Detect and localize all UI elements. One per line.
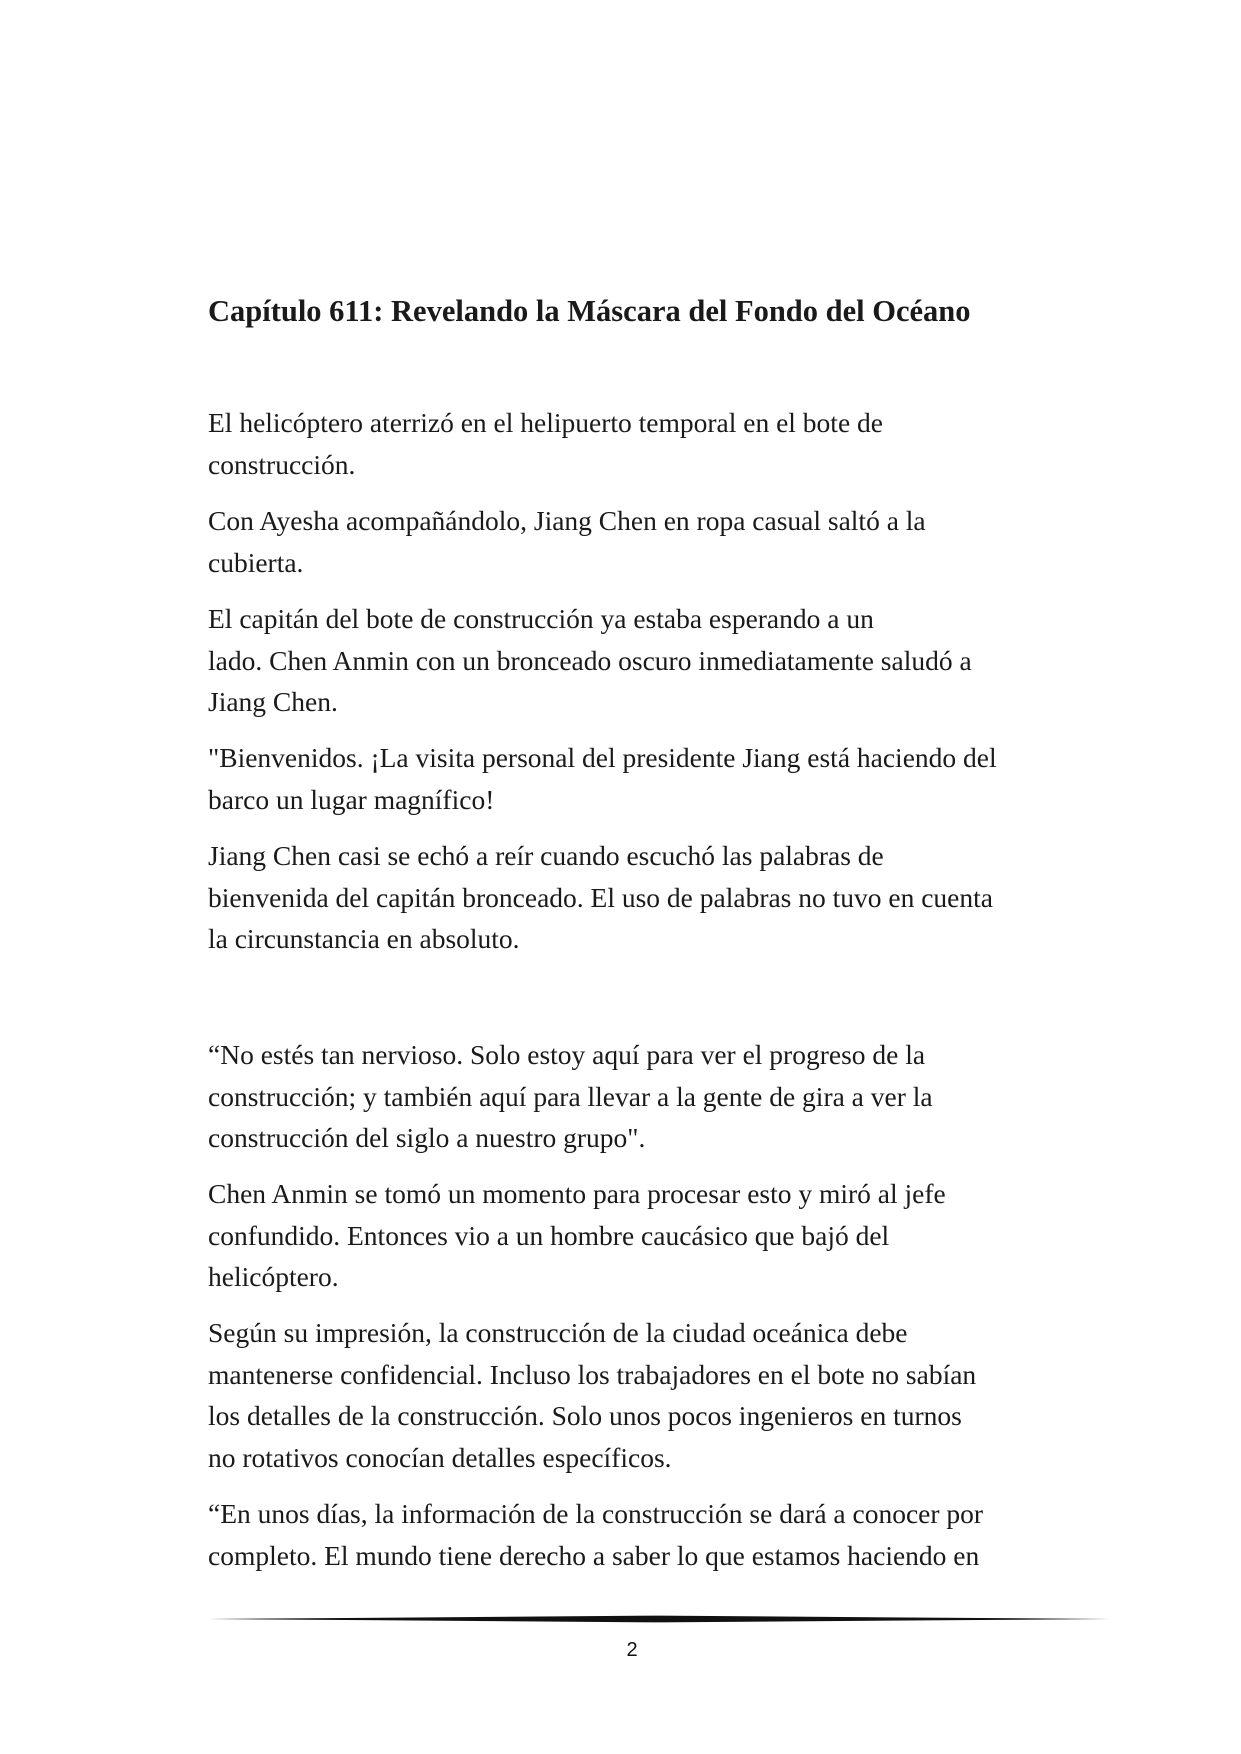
text-line: bienvenida del capitán bronceado. El uso de palabras no tuvo en cuenta [208,881,993,913]
text-line: completo. El mundo tiene derecho a saber lo que estamos haciendo en [208,1539,980,1571]
paragraph-8 [208,1312,1088,1478]
text-line: Jiang Chen casi se echó a reír cuando escuchó las palabras de [208,840,884,871]
paragraph-5 [208,835,1088,960]
paragraph-3 [208,598,1088,723]
text-line: lado. Chen Anmin con un bronceado oscuro inmediatamente saludó a [208,644,972,676]
text-line: "Bienvenidos. ¡La visita personal del presidente Jiang está haciendo del [208,742,997,773]
text-line: confundido. Entonces vio a un hombre caucásico que bajó del [208,1219,890,1251]
text-line: los detalles de la construcción. Solo unos pocos ingenieros en turnos [208,1400,962,1431]
paragraph-7 [208,1173,1088,1298]
footer-divider [208,1612,1110,1626]
text-line: El helicóptero aterrizó en el helipuerto temporal en el bote de [208,407,883,438]
paragraph-9 [208,1493,1088,1576]
text-line: mantenerse confidencial. Incluso los trabajadores en el bote no sabían [208,1358,977,1390]
paragraph-2 [208,500,1088,583]
paragraph-4 [208,737,1088,820]
text-line: “No estés tan nervioso. Solo estoy aquí para ver el progreso de la [208,1039,926,1070]
paragraph-6 [208,1034,1088,1159]
text-line: Según su impresión, la construcción de la ciudad oceánica debe [208,1317,908,1348]
text-line: barco un lugar magnífico! [208,783,495,815]
text-line: construcción; y también aquí para llevar a la gente de gira a ver la [208,1080,933,1112]
text-line: construcción. [208,448,356,480]
page-number: 2 [626,1639,638,1661]
text-line: construcción del siglo a nuestro grupo". [208,1122,646,1153]
text-line: Con Ayesha acompañándolo, Jiang Chen en ropa casual saltó a la [208,505,926,536]
text-line: Chen Anmin se tomó un momento para procesar esto y miró al jefe [208,1178,946,1209]
text-line: “En unos días, la información de la construcción se dará a conocer por [208,1498,984,1529]
text-line: no rotativos conocían detalles específicos. [208,1441,672,1473]
text-line: la circunstancia en absoluto. [208,923,520,954]
text-line: cubierta. [208,546,304,578]
text-line: helicóptero. [208,1261,339,1292]
paragraph-1 [208,402,1088,485]
text-line: Jiang Chen. [208,686,338,717]
chapter-title: Capítulo 611: Revelando la Máscara del Fondo del Océano [208,294,971,328]
text-line: El capitán del bote de construcción ya estaba esperando a un [208,603,874,634]
